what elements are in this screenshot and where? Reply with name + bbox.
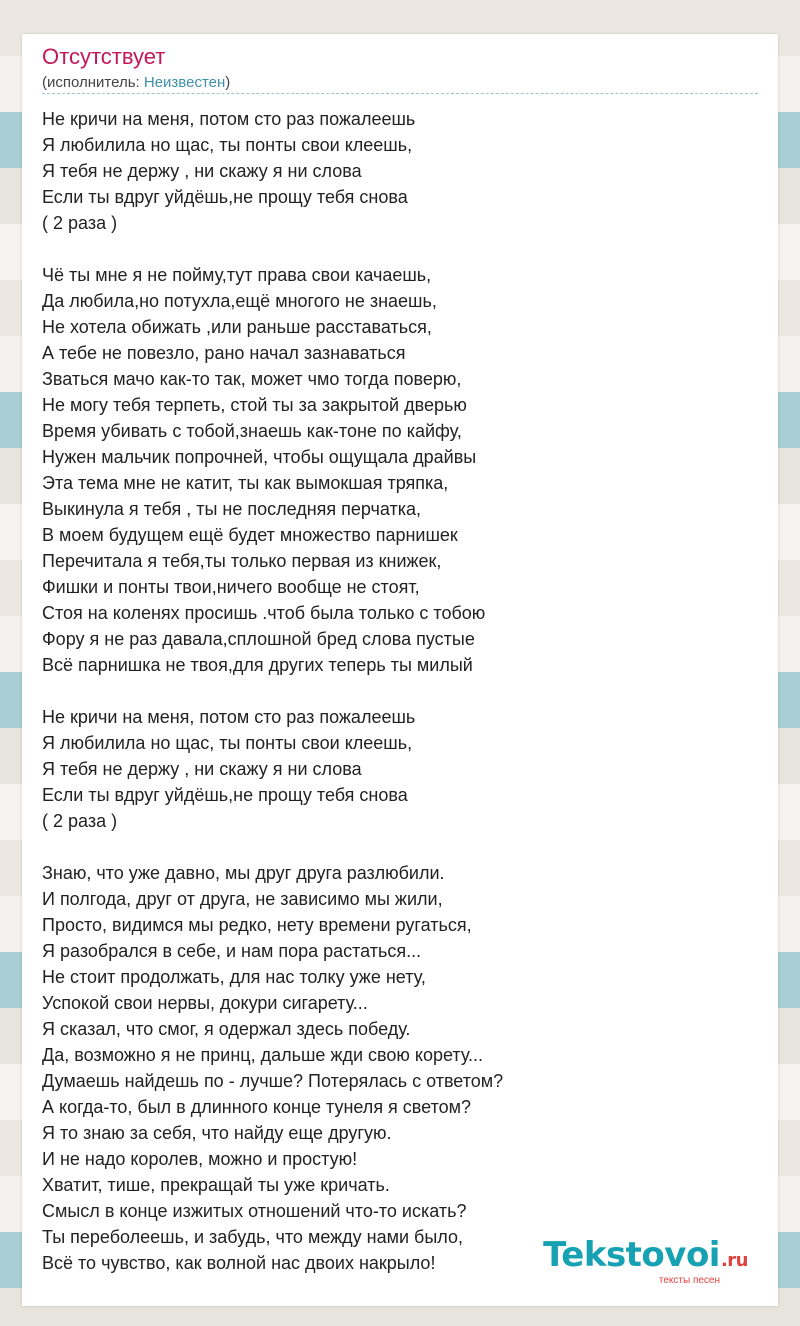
- lyric-line: Я сказал, что смог, я одержал здесь победу.: [42, 1019, 411, 1039]
- site-logo[interactable]: [543, 1235, 748, 1286]
- lyric-line: Успокой свои нервы, докури сигарету...: [42, 993, 368, 1013]
- lyric-line: Эта тема мне не катит, ты как вымокшая тряпка,: [42, 473, 449, 493]
- lyric-line: Не кричи на меня, потом сто раз пожалеешь: [42, 707, 416, 727]
- lyric-line: Думаешь найдешь по - лучше? Потерялась с ответом?: [42, 1071, 504, 1091]
- logo-name: Tekstovoi: [543, 1235, 720, 1275]
- lyric-line: ( 2 раза ): [42, 213, 118, 233]
- lyric-line: Зваться мачо как-то так, может чмо тогда поверю,: [42, 369, 462, 389]
- lyric-line: Хватит, тише, прекращай ты уже кричать.: [42, 1175, 390, 1195]
- lyric-line: Смысл в конце изжитых отношений что-то искать?: [42, 1201, 467, 1221]
- lyrics-text: [42, 106, 762, 1276]
- lyric-line: Просто, видимся мы редко, нету времени ругаться,: [42, 915, 472, 935]
- lyric-line: Время убивать с тобой,знаешь как-тоне по кайфу,: [42, 421, 462, 441]
- lyric-line: Я любилила но щас, ты понты свои клеешь,: [42, 733, 413, 753]
- lyric-line: Если ты вдруг уйдёшь,не прощу тебя снова: [42, 785, 408, 805]
- artist-line: [42, 74, 230, 91]
- lyric-line: В моем будущем ещё будет множество парнишек: [42, 525, 458, 545]
- lyric-line: Не стоит продолжать, для нас толку уже нету,: [42, 967, 426, 987]
- lyric-line: Я тебя не держу , ни скажу я ни слова: [42, 759, 362, 779]
- lyric-line: Да любила,но потухла,ещё многого не знаешь,: [42, 291, 437, 311]
- lyric-line: [42, 678, 762, 704]
- lyric-line: Если ты вдруг уйдёшь,не прощу тебя снова: [42, 187, 408, 207]
- lyric-line: Я разобрался в себе, и нам пора растаться...: [42, 941, 422, 961]
- lyric-line: А тебе не повезло, рано начал зазнаваться: [42, 343, 406, 363]
- lyric-line: И полгода, друг от друга, не зависимо мы жили,: [42, 889, 443, 909]
- lyric-line: [42, 236, 762, 262]
- lyric-line: Фору я не раз давала,сплошной бред слова пустые: [42, 629, 475, 649]
- lyric-line: Я тебя не держу , ни скажу я ни слова: [42, 161, 362, 181]
- lyric-line: Выкинула я тебя , ты не последняя перчатка,: [42, 499, 422, 519]
- artist-prefix: (исполнитель:: [42, 74, 144, 91]
- lyric-line: Всё то чувство, как волной нас двоих накрыло!: [42, 1253, 436, 1273]
- lyric-line: Я любилила но щас, ты понты свои клеешь,: [42, 135, 413, 155]
- logo-tagline: тексты песен: [658, 1275, 720, 1286]
- lyric-line: Нужен мальчик попрочней, чтобы ощущала драйвы: [42, 447, 477, 467]
- lyric-line: Я то знаю за себя, что найду еще другую.: [42, 1123, 392, 1143]
- lyric-line: И не надо королев, можно и простую!: [42, 1149, 358, 1169]
- header-divider: [42, 93, 758, 94]
- lyric-line: Перечитала я тебя,ты только первая из книжек,: [42, 551, 442, 571]
- lyric-line: А когда-то, был в длинного конце тунеля я светом?: [42, 1097, 472, 1117]
- logo-wordmark: [543, 1235, 748, 1278]
- artist-link[interactable]: Неизвестен: [143, 74, 226, 91]
- lyric-line: ( 2 раза ): [42, 811, 118, 831]
- lyric-line: Не кричи на меня, потом сто раз пожалеешь: [42, 109, 416, 129]
- song-title: Отсутствует: [42, 44, 166, 69]
- lyric-line: Не хотела обижать ,или раньше расставаться,: [42, 317, 432, 337]
- lyric-line: Ты переболеешь, и забудь, что между нами было,: [42, 1227, 464, 1247]
- lyric-line: Фишки и понты твои,ничего вообще не стоят,: [42, 577, 420, 597]
- lyric-line: Чё ты мне я не пойму,тут права свои качаешь,: [42, 265, 432, 285]
- lyric-line: [42, 834, 762, 860]
- logo-tld: .ru: [720, 1250, 748, 1271]
- lyrics-card: [22, 34, 778, 1306]
- lyric-line: Всё парнишка не твоя,для других теперь ты милый: [42, 655, 473, 675]
- lyric-line: Стоя на коленях просишь .чтоб была только с тобою: [42, 603, 486, 623]
- artist-suffix: ): [225, 74, 231, 91]
- lyric-line: Знаю, что уже давно, мы друг друга разлюбили.: [42, 863, 445, 883]
- lyric-line: Да, возможно я не принц, дальше жди свою корету...: [42, 1045, 484, 1065]
- lyric-line: Не могу тебя терпеть, стой ты за закрытой дверью: [42, 395, 467, 415]
